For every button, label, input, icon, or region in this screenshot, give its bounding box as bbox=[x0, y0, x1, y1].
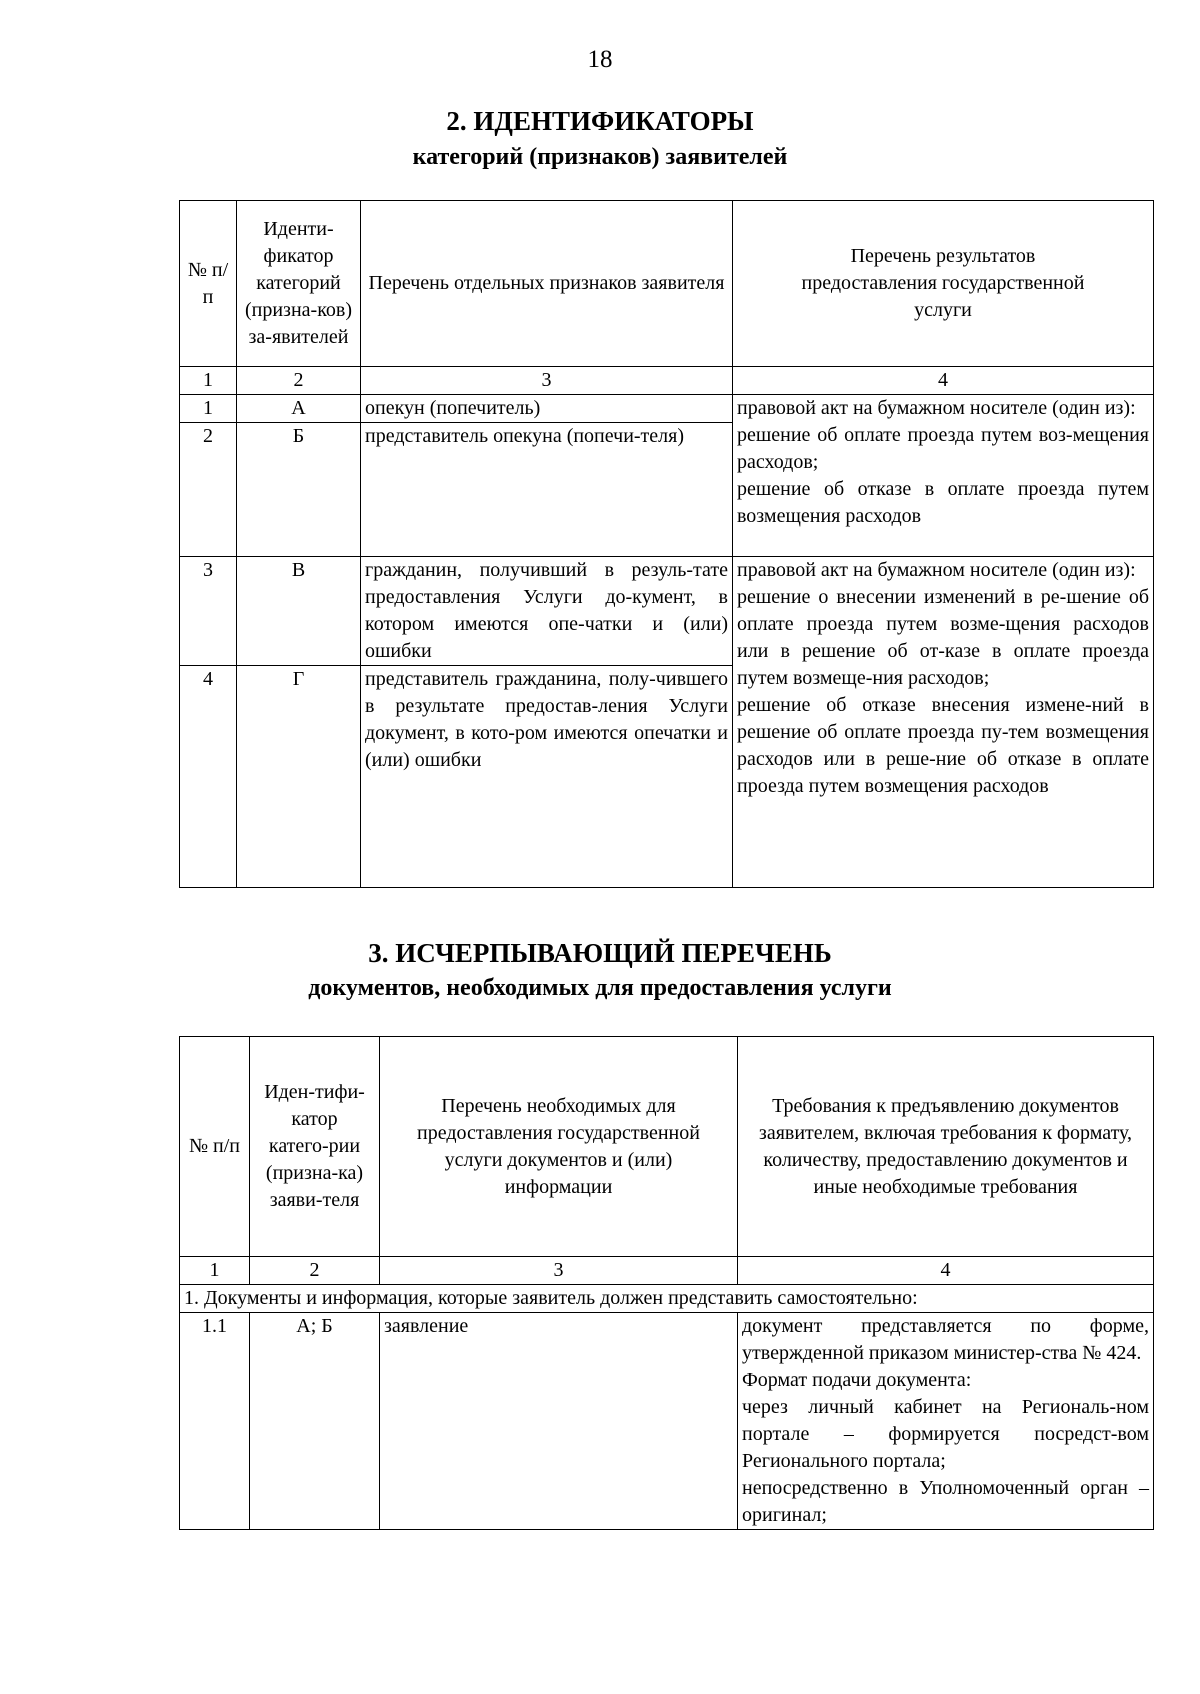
row-document: заявление bbox=[380, 1313, 738, 1530]
group-row-label: 1. Документы и информация, которые заявитель должен представить самостоятельно: bbox=[180, 1285, 1154, 1313]
col-number: 2 bbox=[237, 367, 361, 395]
table-header-row bbox=[180, 1037, 1154, 1257]
requirement-line: через личный кабинет на Региональ-ном портале – формируется посредст-вом Регионального портала; bbox=[742, 1396, 1149, 1472]
row-num: 1 bbox=[180, 395, 237, 423]
group-row bbox=[180, 1285, 1154, 1313]
row-identifier: А; Б bbox=[250, 1313, 380, 1530]
header-signs: Перечень отдельных признаков заявителя bbox=[361, 201, 733, 367]
col-number: 1 bbox=[180, 1257, 250, 1285]
result-item: решение о внесении изменений в ре-шение об оплате проезда путем возме-щения расходов или в решение об от-казе в оплате проезда путем возмеще-ния расходов; bbox=[737, 586, 1149, 689]
table-row bbox=[180, 1313, 1154, 1530]
result-intro: правовой акт на бумажном носителе (один из): bbox=[737, 397, 1136, 419]
row-num: 2 bbox=[180, 423, 237, 557]
table-header-row bbox=[180, 201, 1154, 367]
row-identifier: Б bbox=[237, 423, 361, 557]
header-requirements: Требования к предъявлению документов заявителем, включая требования к формату, количеству, предоставлению документов и иные необходимые требования bbox=[738, 1037, 1154, 1257]
result-group-1 bbox=[733, 395, 1154, 557]
row-sign: представитель опекуна (попечи-теля) bbox=[361, 423, 733, 557]
section2-subtitle: категорий (признаков) заявителей bbox=[412, 144, 788, 170]
header-docs: Перечень необходимых для предоставления государственной услуги документов и (или) информации bbox=[380, 1037, 738, 1257]
result-intro: правовой акт на бумажном носителе (один из): bbox=[737, 559, 1136, 581]
row-identifier: В bbox=[237, 557, 361, 666]
row-sign: опекун (попечитель) bbox=[361, 395, 733, 423]
header-num: № п/п bbox=[180, 1037, 250, 1257]
result-item: решение об отказе внесения измене-ний в решение об оплате проезда пу-тем возмещения расходов или в реше-ние об отказе в оплате проезда путем возмещения расходов bbox=[737, 694, 1149, 797]
table-row bbox=[180, 395, 1154, 423]
row-num: 3 bbox=[180, 557, 237, 666]
col-number: 3 bbox=[361, 367, 733, 395]
page-number: 18 bbox=[587, 46, 613, 73]
result-item: решение об отказе в оплате проезда путем возмещения расходов bbox=[737, 478, 1149, 527]
requirement-line: Формат подачи документа: bbox=[742, 1369, 972, 1391]
row-identifier: А bbox=[237, 395, 361, 423]
header-identifier: Иденти-фикатор категорий (призна-ков) за-явителей bbox=[237, 201, 361, 367]
result-group-2 bbox=[733, 557, 1154, 888]
requirement-line: документ представляется по форме, утвержденной приказом министер-ства № 424. bbox=[742, 1315, 1149, 1364]
result-item: решение об оплате проезда путем воз-мещения расходов; bbox=[737, 424, 1149, 473]
header-num: № п/п bbox=[180, 201, 237, 367]
header-identifier: Иден-тифи-катор катего-рии (призна-ка) заяви-теля bbox=[250, 1037, 380, 1257]
col-number: 3 bbox=[380, 1257, 738, 1285]
column-numbers-row bbox=[180, 1257, 1154, 1285]
documents-table bbox=[179, 1036, 1154, 1530]
column-numbers-row bbox=[180, 367, 1154, 395]
row-num: 1.1 bbox=[180, 1313, 250, 1530]
header-results: Перечень результатов предоставления государственной услуги bbox=[733, 201, 1154, 367]
col-number: 4 bbox=[738, 1257, 1154, 1285]
row-num: 4 bbox=[180, 666, 237, 888]
section2-title: 2. ИДЕНТИФИКАТОРЫ bbox=[446, 106, 754, 136]
requirement-line: непосредственно в Уполномоченный орган – оригинал; bbox=[742, 1477, 1149, 1526]
section3-subtitle: документов, необходимых для предоставления услуги bbox=[308, 975, 892, 1001]
row-requirements bbox=[738, 1313, 1154, 1530]
col-number: 4 bbox=[733, 367, 1154, 395]
section3-title: 3. ИСЧЕРПЫВАЮЩИЙ ПЕРЕЧЕНЬ bbox=[368, 938, 832, 968]
table-row bbox=[180, 557, 1154, 666]
identifiers-table bbox=[179, 200, 1154, 888]
col-number: 1 bbox=[180, 367, 237, 395]
row-identifier: Г bbox=[237, 666, 361, 888]
row-sign: гражданин, получивший в резуль-тате предоставления Услуги до-кумент, в котором имеются опе-чатки и (или) ошибки bbox=[361, 557, 733, 666]
row-sign: представитель гражданина, полу-чившего в результате предостав-ления Услуги документ, в кото-ром имеются опечатки и (или) ошибки bbox=[361, 666, 733, 888]
col-number: 2 bbox=[250, 1257, 380, 1285]
